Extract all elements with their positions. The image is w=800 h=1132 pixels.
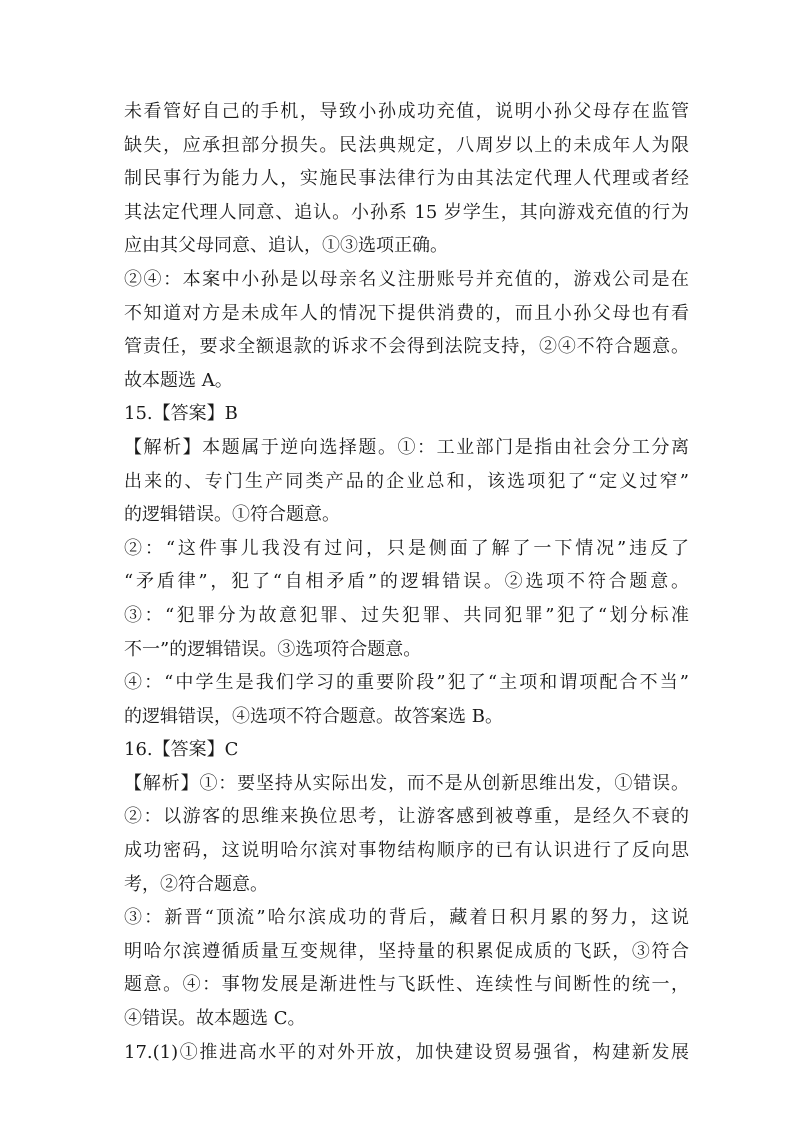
answer-heading-15: 15.【答案】B (124, 403, 238, 425)
text-line: ③：“犯罪分为故意犯罪、过失犯罪、共同犯罪”犯了“划分标准 (124, 604, 689, 626)
text-line: 的逻辑错误。①符合题意。 (124, 504, 340, 526)
text-line: ④错误。故本题选 C。 (124, 1008, 306, 1030)
answer-heading-17: 17.(1)①推进高水平的对外开放，加快建设贸易强省，构建新发展 (124, 1041, 689, 1063)
text-line: 题意。④：事物发展是渐进性与飞跃性、连续性与间断性的统一， (124, 974, 689, 996)
text-line: ③：新晋“顶流”哈尔滨成功的背后，藏着日积月累的努力，这说 (124, 907, 689, 929)
text-line: 应由其父母同意、追认，①③选项正确。 (124, 235, 448, 257)
text-line: 【解析】本题属于逆向选择题。①：工业部门是指由社会分工分离 (124, 436, 689, 458)
text-line: 成功密码，这说明哈尔滨对事物结构顺序的已有认识进行了反向思 (124, 840, 689, 862)
text-line: ④：“中学生是我们学习的重要阶段”犯了“主项和谓项配合不当” (124, 672, 689, 694)
text-line: ②④：本案中小孙是以母亲名义注册账号并充值的，游戏公司是在 (124, 268, 689, 290)
text-line: ②：以游客的思维来换位思考，让游客感到被尊重，是经久不衰的 (124, 806, 689, 828)
text-line: 缺失，应承担部分损失。民法典规定，八周岁以上的未成年人为限 (124, 134, 689, 156)
text-line: 未看管好自己的手机，导致小孙成功充值，说明小孙父母存在监管 (124, 101, 689, 122)
text-line: 其法定代理人同意、追认。小孙系 15 岁学生，其向游戏充值的行为 (124, 201, 689, 223)
text-line: 出来的、专门生产同类产品的企业总和，该选项犯了“定义过窄” (124, 470, 689, 492)
answer-heading-16: 16.【答案】C (124, 739, 239, 761)
text-line: 明哈尔滨遵循质量互变规律，坚持量的积累促成质的飞跃，③符合 (124, 940, 689, 962)
text-line: “矛盾律”，犯了“自相矛盾”的逻辑错误。②选项不符合题意。 (124, 571, 689, 593)
text-line: 【解析】①：要坚持从实际出发，而不是从创新思维出发，①错误。 (124, 772, 689, 794)
text-line: 制民事行为能力人，实施民事法律行为由其法定代理人代理或者经 (124, 168, 689, 190)
text-line: ②：“这件事儿我没有过问，只是侧面了解了一下情况”违反了 (124, 537, 689, 559)
text-line: 不一”的逻辑错误。③选项符合题意。 (124, 638, 422, 660)
text-line: 故本题选 A。 (124, 369, 233, 391)
text-line: 考，②符合题意。 (124, 873, 268, 895)
text-line: 不知道对方是未成年人的情况下提供消费的，而且小孙父母也有看 (124, 302, 689, 324)
document-body (124, 95, 689, 1069)
text-line: 管责任，要求全额退款的诉求不会得到法院支持，②④不符合题意。 (124, 336, 689, 358)
text-line: 的逻辑错误，④选项不符合题意。故答案选 B。 (124, 705, 503, 727)
